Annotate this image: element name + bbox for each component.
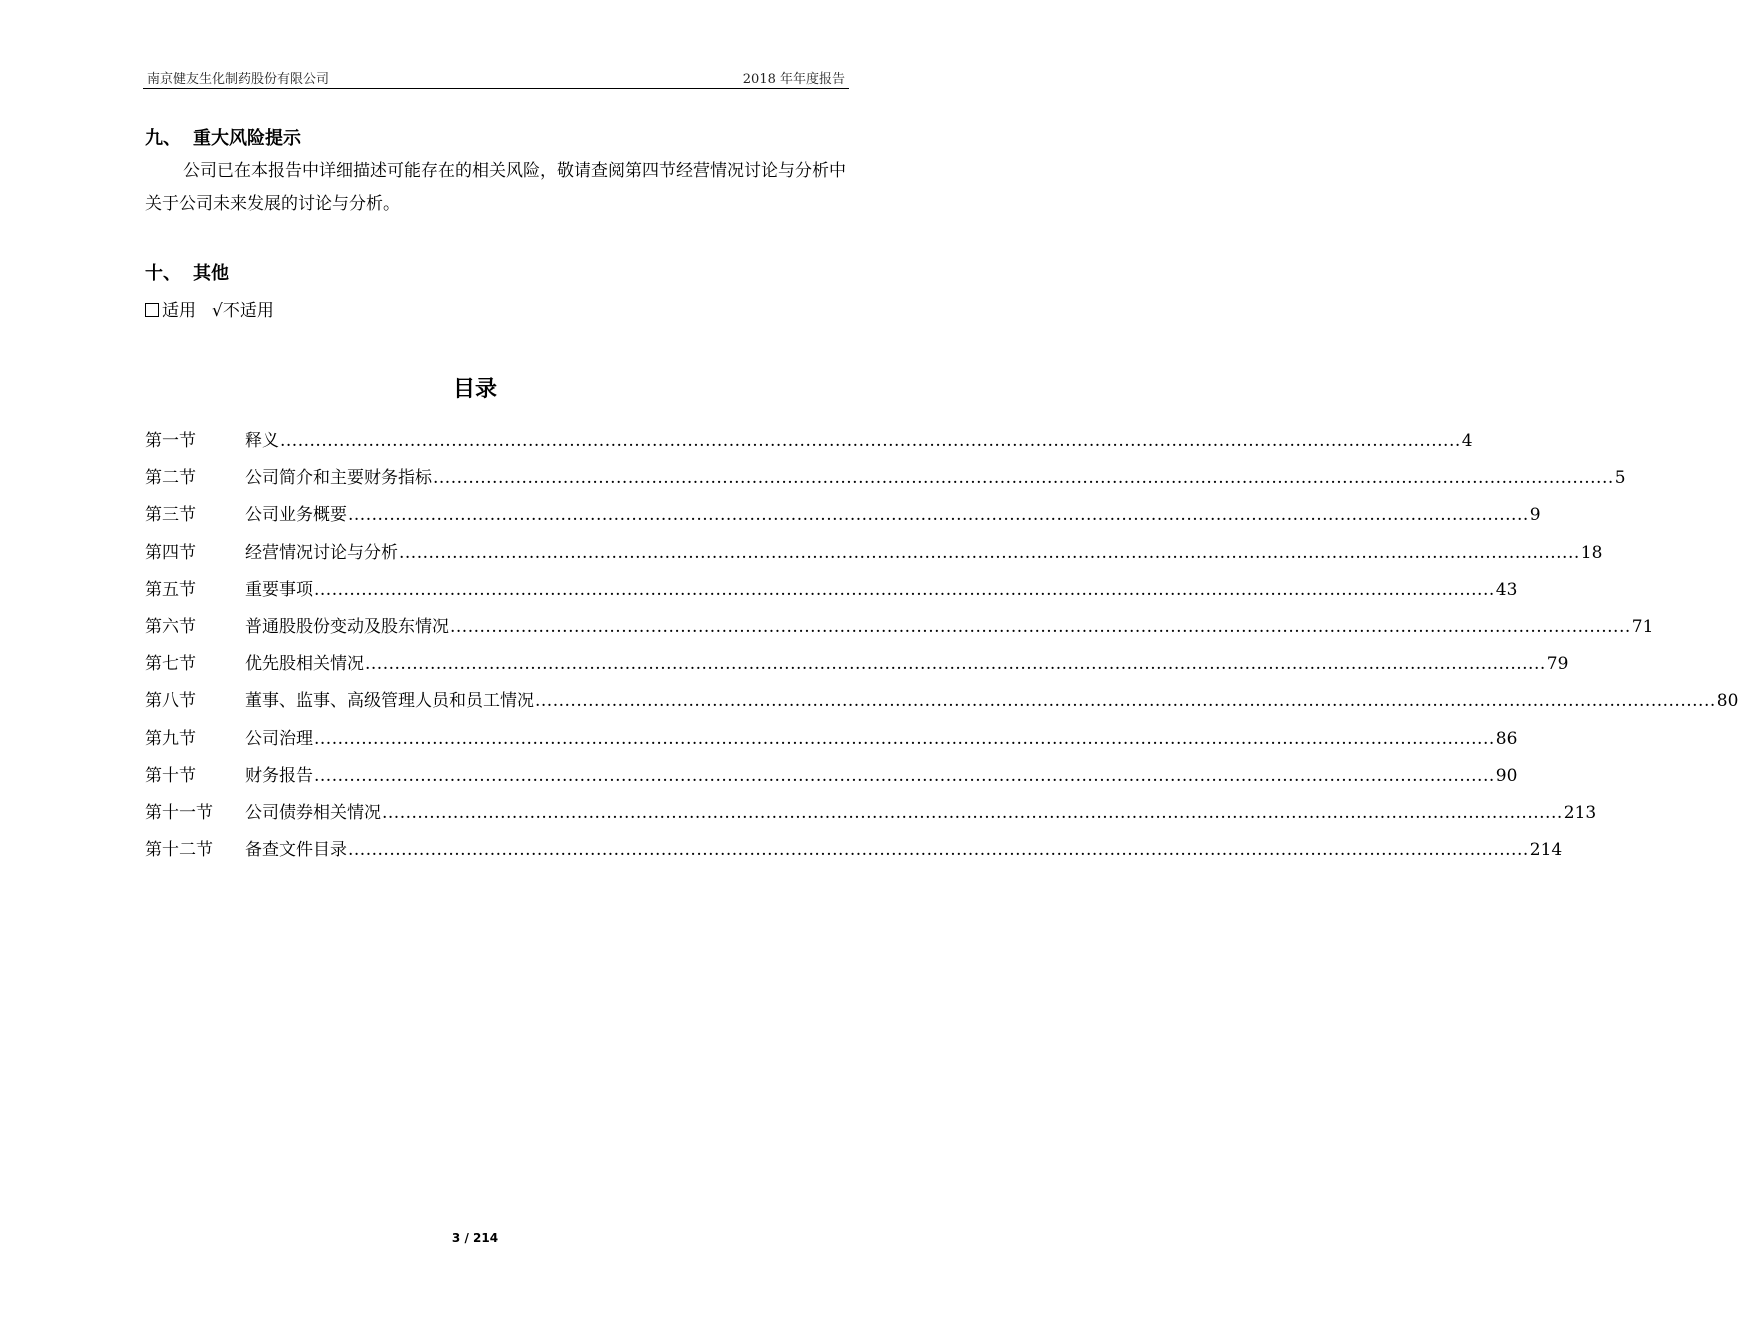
toc-section-title: 普通股股份变动及股东情况	[245, 616, 449, 637]
toc-page-number: 5	[1614, 468, 1626, 489]
toc-section-title: 公司简介和主要财务指标	[245, 468, 432, 489]
toc-section-number: 第五节	[145, 579, 196, 600]
toc-section-number: 第八节	[145, 691, 196, 712]
toc-entry[interactable]	[145, 838, 1563, 875]
toc-section-title: 公司债券相关情况	[245, 802, 381, 823]
toc-page-number: 79	[1546, 654, 1569, 675]
toc-section-number: 第十一节	[145, 802, 213, 823]
toc-section-title: 财务报告	[245, 765, 313, 786]
applicable-label: 适用	[162, 301, 196, 321]
toc-leader-dots: ........................................................................................................................................................................................................	[348, 505, 1529, 526]
toc-leader-dots: ........................................................................................................................................................................................................	[399, 542, 1580, 563]
toc-leader-dots: ........................................................................................................................................................................................................	[433, 468, 1614, 489]
toc-page-number: 18	[1580, 542, 1603, 563]
toc-page-number: 71	[1631, 616, 1654, 637]
section-10-heading	[145, 259, 229, 285]
header-company: 南京健友生化制药股份有限公司	[147, 72, 330, 87]
toc-entry[interactable]	[145, 801, 1597, 838]
toc-section-number: 第一节	[145, 431, 196, 451]
toc-page-number: 80	[1716, 691, 1738, 712]
toc-section-title: 备查文件目录	[245, 840, 347, 861]
toc-section-number: 第三节	[145, 505, 196, 526]
section-10-title: 其他	[193, 263, 229, 284]
toc-entry[interactable]	[145, 727, 1518, 764]
toc-leader-dots: ........................................................................................................................................................................................................	[314, 728, 1495, 749]
toc-section-title: 公司治理	[245, 728, 313, 749]
page-header	[143, 64, 849, 89]
toc-section-number: 第七节	[145, 654, 196, 675]
toc-section-title: 重要事项	[245, 579, 313, 600]
toc-section-title: 经营情况讨论与分析	[245, 542, 398, 563]
toc-section-number: 第十节	[145, 765, 196, 786]
toc-section-number: 第六节	[145, 616, 196, 637]
toc-section-title: 董事、监事、高级管理人员和员工情况	[245, 691, 534, 712]
toc-leader-dots: ........................................................................................................................................................................................................	[314, 765, 1495, 786]
toc-leader-dots: ........................................................................................................................................................................................................	[535, 691, 1716, 712]
toc-entry[interactable]	[145, 764, 1518, 801]
not-applicable-label: 不适用	[222, 301, 274, 321]
toc-entry[interactable]	[145, 578, 1518, 615]
applicable-checkbox	[145, 303, 159, 317]
toc-page-number: 90	[1495, 765, 1518, 786]
toc-section-title: 释义	[245, 431, 279, 451]
toc-entry[interactable]	[145, 615, 1654, 652]
toc-entry[interactable]	[145, 652, 1569, 689]
section-9-text: 公司已在本报告中详细描述可能存在的相关风险，敬请查阅第四节经营情况讨论与分析中关于公司未来发展的讨论与分析。	[145, 161, 846, 214]
toc-section-number: 第二节	[145, 468, 196, 489]
toc-entry[interactable]	[145, 689, 1738, 726]
toc-leader-dots: ........................................................................................................................................................................................................	[348, 840, 1529, 861]
header-report-title: 2018 年年度报告	[742, 72, 845, 87]
toc-section-number: 第十二节	[145, 840, 213, 861]
toc-section-title: 优先股相关情况	[245, 654, 364, 675]
toc-leader-dots: ........................................................................................................................................................................................................	[280, 431, 1461, 451]
toc-leader-dots: ........................................................................................................................................................................................................	[382, 802, 1563, 823]
toc-section-number: 第四节	[145, 542, 196, 563]
section-9-number: 九、	[145, 128, 181, 149]
toc-entry[interactable]	[145, 503, 1541, 540]
section-10-number: 十、	[145, 263, 181, 284]
toc-page-number: 213	[1563, 802, 1597, 823]
checkmark-icon: √	[212, 301, 223, 321]
toc-section-title: 公司业务概要	[245, 505, 347, 526]
toc-page-number: 9	[1529, 505, 1541, 526]
section-9-heading	[145, 124, 301, 150]
toc-page-number: 86	[1495, 728, 1518, 749]
section-9-title: 重大风险提示	[193, 128, 301, 149]
applicability-options	[145, 296, 274, 321]
page-number: 3 / 214	[451, 1231, 499, 1245]
toc-page-number: 43	[1495, 579, 1518, 600]
table-of-contents	[145, 429, 1738, 875]
toc-entry[interactable]	[145, 466, 1626, 503]
toc-title: 目录	[452, 377, 497, 402]
toc-leader-dots: ........................................................................................................................................................................................................	[365, 654, 1546, 675]
toc-entry[interactable]	[145, 429, 1473, 466]
toc-entry[interactable]	[145, 541, 1603, 578]
toc-page-number: 214	[1529, 840, 1563, 861]
toc-leader-dots: ........................................................................................................................................................................................................	[314, 579, 1495, 600]
toc-leader-dots: ........................................................................................................................................................................................................	[450, 616, 1631, 637]
toc-page-number: 4	[1461, 431, 1473, 451]
toc-section-number: 第九节	[145, 728, 196, 749]
